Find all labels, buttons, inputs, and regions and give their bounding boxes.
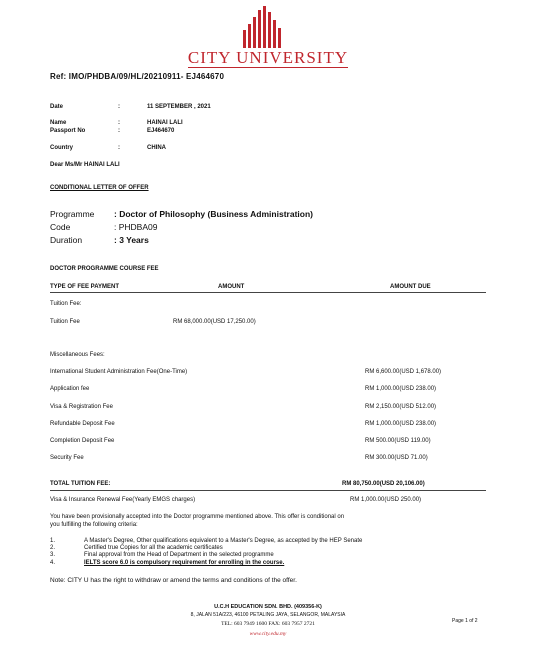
criteria-text: Certified true Copies for all the academic certificates xyxy=(84,545,223,551)
university-name: CITY UNIVERSITY xyxy=(187,48,349,67)
footer-address: 8, JALAN 51A/223, 46100 PETALING JAYA, SELANGOR, MALAYSIA xyxy=(190,612,346,618)
criteria-number: 3. xyxy=(50,552,56,558)
criteria-number: 1. xyxy=(50,538,56,544)
misc-fee-amount: RM 500.00(USD 119.00) xyxy=(365,438,431,444)
misc-heading: Miscellaneous Fees: xyxy=(50,352,105,358)
tuition-label: Tuition Fee xyxy=(50,319,80,325)
misc-fee-amount: RM 300.00(USD 71.00) xyxy=(365,455,428,461)
criteria-number: 4. xyxy=(50,560,56,566)
programme-label: Programme xyxy=(50,209,95,219)
salutation: Dear Ms/Mr HAINAI LALI xyxy=(50,162,120,168)
name-value: HAINAI LALI xyxy=(147,120,183,126)
fee-header-rule xyxy=(50,292,486,293)
date-label: Date xyxy=(50,104,64,110)
name-label: Name xyxy=(50,120,67,126)
misc-fee-amount: RM 1,000.00(USD 238.00) xyxy=(365,421,437,427)
country-value: CHINA xyxy=(147,145,166,151)
acceptance-line-1: You have been provisionally accepted into the Doctor programme mentioned above. This offer is conditional on xyxy=(50,514,345,520)
passport-value: EJ464670 xyxy=(147,128,175,134)
duration-label: Duration xyxy=(50,235,83,245)
offer-note: Note: CITY U has the right to withdraw or amend the terms and conditions of the offer. xyxy=(50,577,297,584)
code-label: Code xyxy=(50,222,71,232)
renewal-label: Visa & Insurance Renewal Fee(Yearly EMGS charges) xyxy=(50,497,196,503)
fee-header-amount: AMOUNT xyxy=(218,284,245,290)
fee-header-amount-due: AMOUNT DUE xyxy=(390,284,431,290)
criteria-text: Final approval from the Head of Department in the selected programme xyxy=(84,552,274,558)
name-colon: : xyxy=(118,120,120,126)
country-colon: : xyxy=(118,145,120,151)
misc-fee-label: Completion Deposit Fee xyxy=(50,438,115,444)
fee-section-title: DOCTOR PROGRAMME COURSE FEE xyxy=(50,266,159,272)
total-rule xyxy=(50,490,486,491)
duration-value: : 3 Years xyxy=(114,235,149,245)
date-value: 11 SEPTEMBER , 2021 xyxy=(147,104,211,110)
passport-label: Passport No xyxy=(50,128,86,134)
criteria-text: IELTS score 6.0 is compulsory requirement for enrolling in the course. xyxy=(84,560,285,566)
misc-fee-label: Refundable Deposit Fee xyxy=(50,421,115,427)
renewal-amount: RM 1,000.00(USD 250.00) xyxy=(350,497,422,503)
country-label: Country xyxy=(50,145,73,151)
total-amount: RM 80,750.00(USD 20,106.00) xyxy=(342,481,425,487)
footer-company: U.C.H EDUCATION SDN. BHD. (409356-K) xyxy=(214,604,322,610)
page-number: Page 1 of 2 xyxy=(452,618,478,624)
footer-website-link[interactable]: www.city.edu.my xyxy=(249,631,287,637)
misc-fee-label: Visa & Registration Fee xyxy=(50,404,113,410)
university-logo-icon xyxy=(241,6,285,48)
fee-header-type: TYPE OF FEE PAYMENT xyxy=(50,284,120,290)
misc-fee-amount: RM 2,150.00(USD 512.00) xyxy=(365,404,437,410)
code-value: : PHDBA09 xyxy=(114,222,158,232)
misc-fee-amount: RM 1,000.00(USD 238.00) xyxy=(365,386,437,392)
offer-title: CONDITIONAL LETTER OF OFFER xyxy=(50,185,149,191)
footer-phone: TEL: 603 7949 1600 FAX: 603 7957 2721 xyxy=(221,621,315,627)
misc-fee-label: Security Fee xyxy=(50,455,84,461)
tuition-heading: Tuition Fee: xyxy=(50,301,82,307)
tuition-amount: RM 68,000.00(USD 17,250.00) xyxy=(173,319,256,325)
reference-number: Ref: IMO/PHDBA/09/HL/20210911- EJ464670 xyxy=(50,72,225,81)
brand-underline xyxy=(188,67,348,68)
total-label: TOTAL TUITION FEE: xyxy=(50,481,111,487)
misc-fee-label: International Student Administration Fee(One-Time) xyxy=(50,369,188,375)
criteria-number: 2. xyxy=(50,545,56,551)
passport-colon: : xyxy=(118,128,120,134)
programme-value: : Doctor of Philosophy (Business Administration) xyxy=(114,209,313,219)
criteria-text: A Master's Degree, Other qualifications equivalent to a Master's Degree, as accepted by the HEP Senate xyxy=(84,538,363,544)
acceptance-line-2: you fulfilling the following criteria: xyxy=(50,522,138,528)
date-colon: : xyxy=(118,104,120,110)
misc-fee-label: Application fee xyxy=(50,386,90,392)
misc-fee-amount: RM 6,600.00(USD 1,678.00) xyxy=(365,369,442,375)
